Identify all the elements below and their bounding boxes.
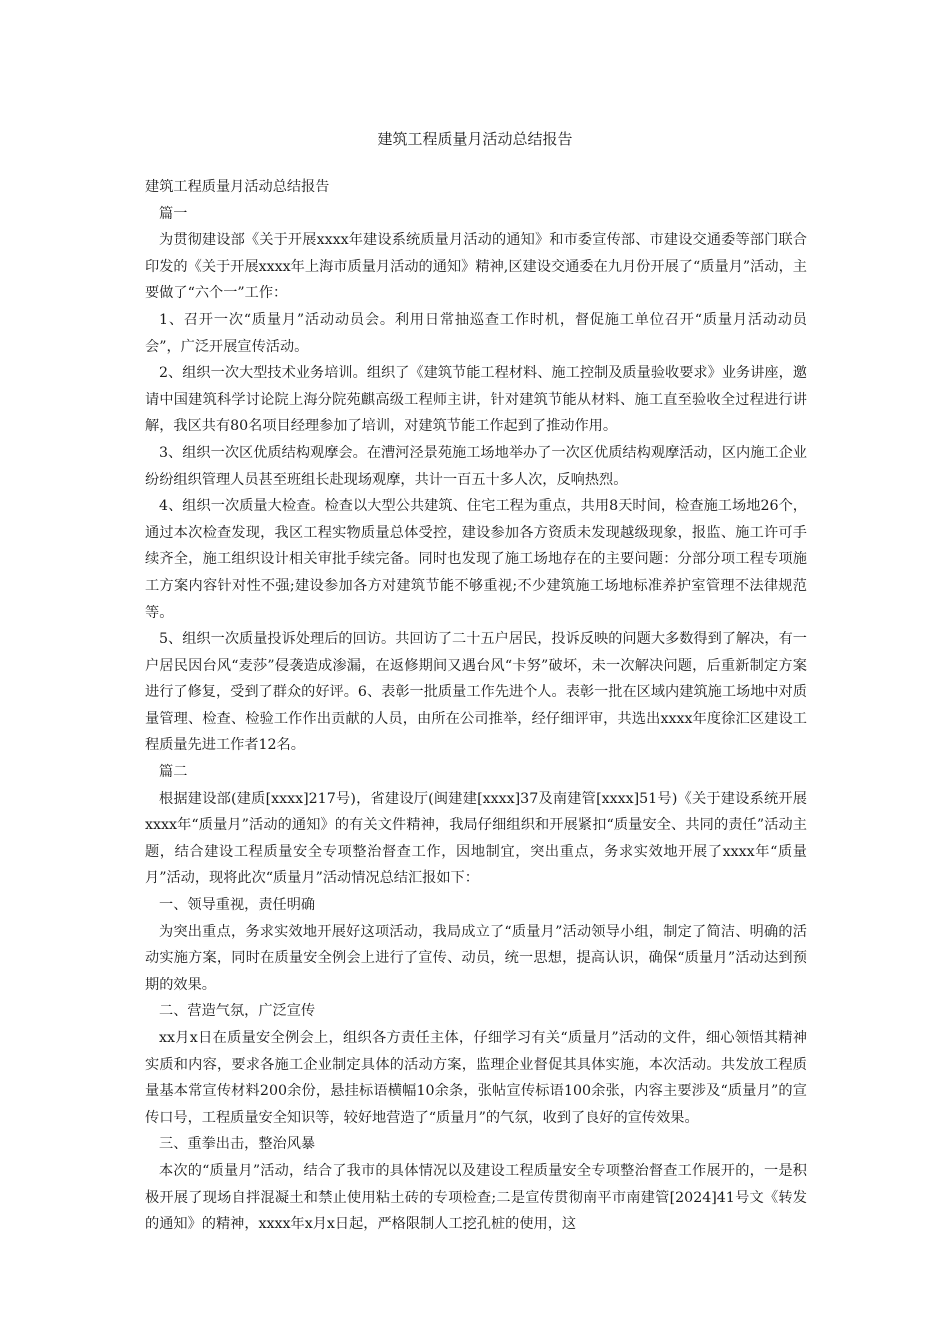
paragraph: 2、组织一次大型技术业务培训。组织了《建筑节能工程材料、施工控制及质量验收要求》业务讲座，邀请中国建筑科学讨论院上海分院苑麒高级工程师主讲，针对建筑节能从材料、施工直至验收全过程进行讲解，我区共有80名项目经理参加了培训，对建筑节能工作起到了推动作用。 [145,365,807,435]
document-title: 建筑工程质量月活动总结报告 [377,130,573,148]
paragraph: xx月x日在质量安全例会上，组织各方责任主体，仔细学习有关“质量月”活动的文件，细心领悟其精神实质和内容，要求各施工企业制定具体的活动方案，监理企业督促其具体实施，本次活动。共发放工程质量基本常宣传材料200余份，悬挂标语横幅10余条，张帖宣传标语100余张，内容主要涉及“质量月”的宣传口号，工程质量安全知识等，较好地营造了“质量月”的气氛，收到了良好的宣传效果。 [145,1030,807,1126]
part-heading-1: 篇一 [159,205,188,222]
paragraph: 本次的“质量月”活动，结合了我市的具体情况以及建设工程质量安全专项整治督查工作展开的，一是积极开展了现场自拌混凝土和禁止使用粘土砖的专项检查;二是宣传贯彻南平市南建管[2024]41号文《转发的通知》的精神，xxxx年x月x日起，严格限制人工挖孔桩的使用，这 [145,1162,807,1233]
paragraph: 4、组织一次质量大检查。检查以大型公共建筑、住宅工程为重点，共用8天时间，检查施工场地26个，通过本次检查发现，我区工程实物质量总体受控，建设参加各方资质未发现越级现象，报监、施工许可手续齐全，施工组织设计相关审批手续完备。同时也发现了施工场地存在的主要问题：分部分项工程专项施工方案内容针对性不强;建设参加各方对建筑节能不够重视;不少建筑施工场地标准养护室管理不法律规范等。 [145,498,807,621]
paragraph: 3、组织一次区优质结构观摩会。在漕河泾景苑施工场地举办了一次区优质结构观摩活动，区内施工企业纷纷组织管理人员甚至班组长赴现场观摩，共计一百五十多人次，反响热烈。 [145,444,807,488]
paragraph: 5、组织一次质量投诉处理后的回访。共回访了二十五户居民，投诉反映的问题大多数得到了解决，有一户居民因台风“麦莎”侵袭造成渗漏，在返修期间又遇台风“卡努”破坏，未一次解决问题，后重新制定方案进行了修复，受到了群众的好评。6、表彰一批质量工作先进个人。表彰一批在区域内建筑施工场地中对质量管理、检查、检验工作作出贡献的人员，由所在公司推举，经仔细评审，共选出xxxx年度徐汇区建设工程质量先进工作者12名。 [145,631,807,754]
paragraph: 根据建设部(建质[xxxx]217号)，省建设厅(闽建建[xxxx]37及南建管[xxxx]51号)《关于建设系统开展xxxx年“质量月”活动的通知》的有关文件精神，我局仔细组织和开展紧扣“质量安全、共同的责任”活动主题，结合建设工程质量安全专项整治督查工作，因地制宜，突出重点，务求实效地开展了xxxx年“质量月”活动，现将此次“质量月”活动情况总结汇报如下： [145,790,807,887]
section-heading: 二、营造气氛，广泛宣传 [159,1003,316,1020]
part-heading-2: 篇二 [159,764,188,781]
paragraph: 为贯彻建设部《关于开展xxxx年建设系统质量月活动的通知》和市委宣传部、市建设交通委等部门联合印发的《关于开展xxxx年上海市质量月活动的通知》精神,区建设交通委在九月份开展了“质量月”活动，主要做了“六个一”工作： [145,232,807,302]
section-heading: 一、领导重视，责任明确 [159,897,316,914]
section-heading: 三、重拳出击，整治风暴 [159,1136,316,1153]
paragraph: 为突出重点，务求实效地开展好这项活动，我局成立了“质量月”活动领导小组，制定了简洁、明确的活动实施方案，同时在质量安全例会上进行了宣传、动员，统一思想，提高认识，确保“质量月”活动达到预期的效果。 [145,923,807,993]
document-subtitle: 建筑工程质量月活动总结报告 [145,179,330,195]
paragraph: 1、召开一次“质量月”活动动员会。利用日常抽巡查工作时机，督促施工单位召开“质量月活动动员会”，广泛开展宣传活动。 [145,311,807,355]
document-body [145,174,807,1238]
